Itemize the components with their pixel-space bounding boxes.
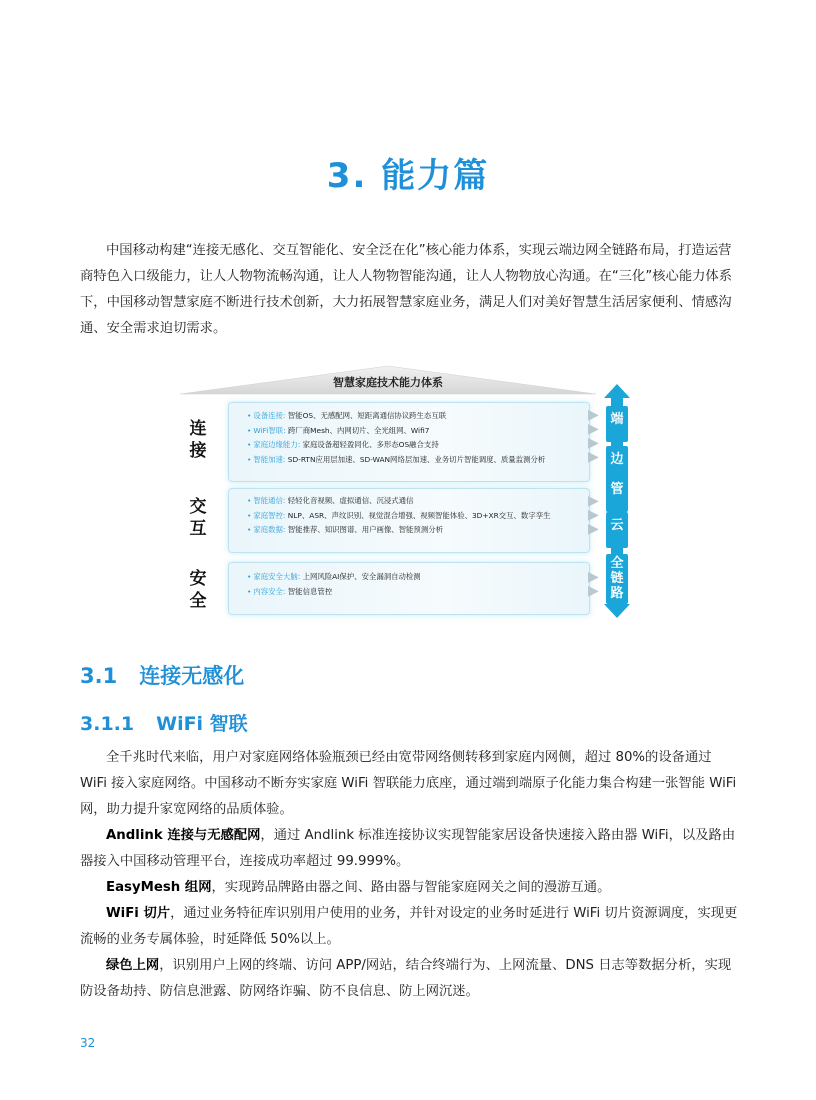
subsection-heading [80, 709, 248, 736]
diagram-item: • 智能通信: 轻轻化音视频、虚拟通信、沉浸式通信 [247, 496, 414, 505]
group-label-security: 安 全 [189, 569, 207, 611]
intro-text: 中国移动构建“连接无感化、交互智能化、安全泛在化”核心能力体系，实现云端边网全链路布局，打造运营商特色入口级能力，让人人物物流畅沟通，让人人物物智能沟通，让人人物物放心沟通。在“三化”核心能力体系下，中国移动智慧家庭不断进行技术创新，大力拓展智慧家庭业务，满足人们对美好智慧生活居家便利、情感沟通、安全需求迫切需求。 [80, 243, 733, 336]
section-number: 3.1 [80, 664, 118, 688]
spine-cell: 管 [606, 476, 628, 512]
section-heading [80, 660, 244, 690]
body-paragraph: WiFi 切片，通过业务特征库识别用户使用的业务，并针对设定的业务时延进行 WiFi 切片资源调度，实现更流畅的业务专属体验，时延降低 50%以上。 [80, 906, 738, 947]
subsection-number: 3.1.1 [80, 713, 135, 735]
chevron-right-icon: ▶ [588, 435, 599, 451]
body-paragraph: Andlink 连接与无感配网，通过 Andlink 标准连接协议实现智能家居设备快速接入路由器 WiFi，以及路由器接入中国移动管理平台，连接成功率超过 99.999%。 [80, 828, 736, 869]
group-box-interact [228, 488, 590, 553]
chapter-title: 3. 能力篇 [326, 156, 490, 196]
group-label-connect: 连 接 [189, 419, 207, 461]
page-number: 32 [80, 1036, 96, 1050]
body-paragraph: 全千兆时代来临，用户对家庭网络体验瓶颈已经由宽带网络侧转移到家庭内网侧，超过 80%的设备通过 WiFi 接入家庭网络。中国移动不断夯实家庭 WiFi 智联能力底座，通过端到端原子化能力集合构建一张智能 WiFi 网，助力提升家宽网络的品质体验。 [80, 750, 737, 817]
section-body [80, 745, 738, 1005]
diagram-title: 智慧家庭技术能力体系 [333, 376, 443, 389]
group-label-interact: 交 互 [189, 497, 207, 539]
diagram-item: • 家庭智控: NLP、ASR、声纹识别、视觉混合增强、视频智能体验、3D+XR交互、数字孪生 [247, 510, 551, 520]
chevron-right-icon: ▶ [588, 493, 599, 509]
subsection-title: WiFi 智联 [156, 713, 248, 735]
chevron-right-icon: ▶ [588, 521, 599, 537]
chevron-right-icon: ▶ [588, 583, 599, 599]
spine-cell: 云 [606, 512, 628, 548]
diagram-item: • 设备连接: 智能OS、无感配网、短距离通信协议跨生态互联 [247, 411, 447, 420]
body-paragraph: 绿色上网，识别用户上网的终端、访问 APP/网站，结合终端行为、上网流量、DNS 日志等数据分析，实现防设备劫持、防信息泄露、防网络诈骗、防不良信息、防上网沉迷。 [80, 958, 732, 999]
diagram-item: • WiFi智联: 跨厂商Mesh、内网切片、全光组网、Wifi7 [247, 425, 430, 435]
section-title: 连接无感化 [139, 664, 245, 688]
chevron-right-icon: ▶ [588, 507, 599, 523]
diagram-item: • 家庭边缘能力: 家庭设备超轻盈同化、多形态OS融合支持 [247, 440, 439, 449]
chevron-right-icon: ▶ [588, 569, 599, 585]
capability-diagram [178, 364, 638, 620]
group-box-security [228, 562, 590, 615]
chevron-right-icon: ▶ [588, 421, 599, 437]
group-box-connect [228, 402, 590, 482]
chevron-right-icon: ▶ [588, 449, 599, 465]
body-paragraph: EasyMesh 组网，实现跨品牌路由器之间、路由器与智能家庭网关之间的漫游互通。 [106, 880, 611, 895]
diagram-item: • 家庭数据: 智能推荐、知识图谱、用户画像、智能预测分析 [247, 525, 443, 534]
spine-cell: 端 [606, 406, 628, 442]
spine-cell: 全链路 [606, 554, 628, 604]
diagram-item: • 内容安全: 智能信息管控 [247, 586, 333, 596]
chevron-right-icon: ▶ [588, 407, 599, 423]
intro-paragraph [80, 238, 738, 342]
diagram-item: • 智能加速: SD-RTN应用层加速、SD-WAN网络层加速、业务切片智能调度、质量监测分析 [247, 454, 546, 464]
spine-cell: 边 [606, 446, 628, 482]
diagram-item: • 家庭安全大脑: 上网风险AI保护、安全漏洞自动检测 [247, 572, 421, 581]
